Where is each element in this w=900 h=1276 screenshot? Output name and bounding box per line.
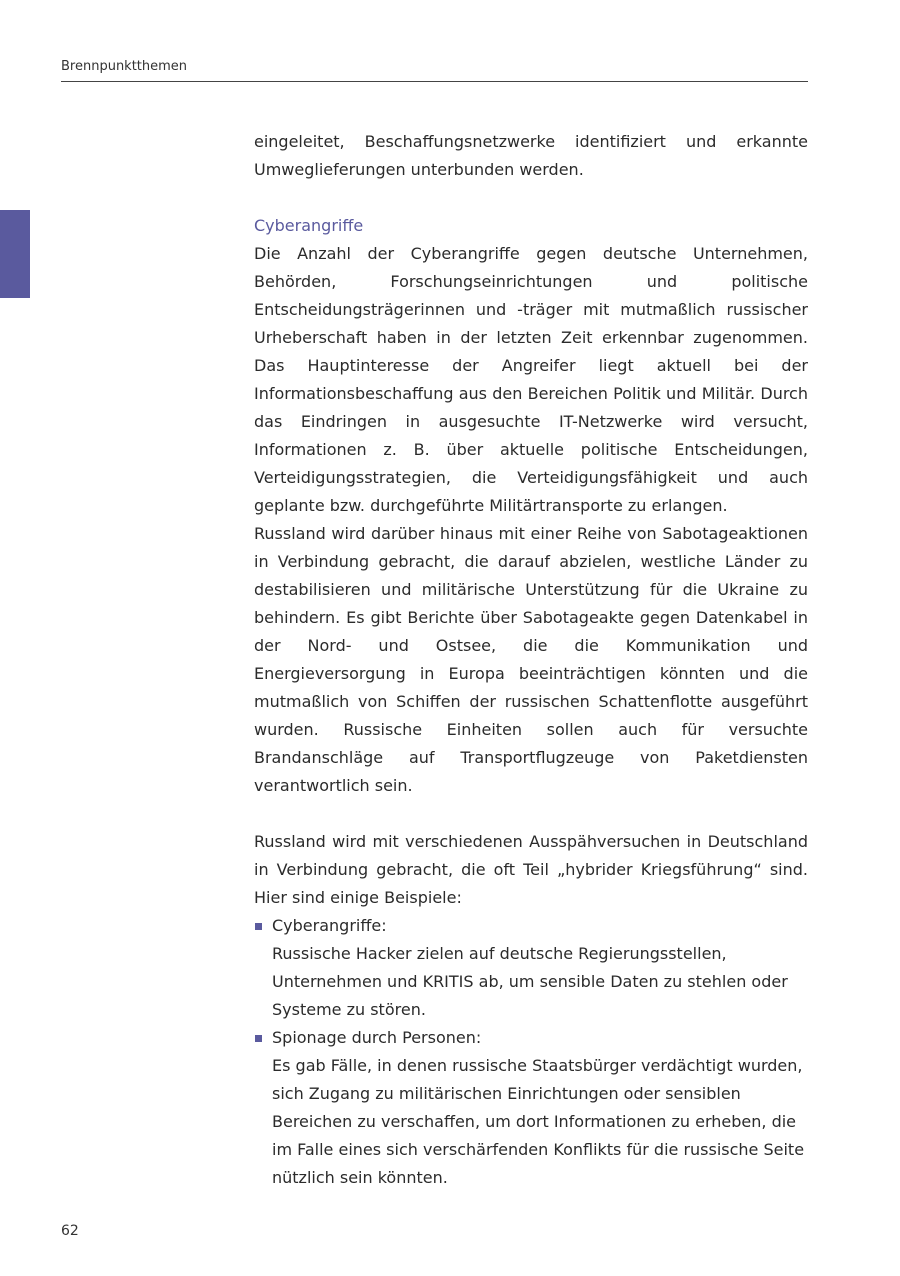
examples-bullet-list [254,912,808,1192]
main-text-column [254,128,808,1192]
page-number: 62 [61,1223,79,1239]
section-heading: Cyberangriffe [254,216,364,235]
running-header-title: Brennpunktthemen [61,59,188,74]
bullet-text: Russische Hacker zielen auf deutsche Regierungsstellen, Unternehmen und KRITIS ab, um sensible Daten zu stehlen oder Systeme zu stören. [272,944,788,1019]
paragraph-spacer [254,184,808,212]
header-divider [61,81,808,82]
bullet-item-espionage [254,1024,808,1192]
paragraph-spacer [254,800,808,828]
chapter-side-tab [0,210,30,298]
sabotage-paragraph: Russland wird darüber hinaus mit einer Reihe von Sabotageaktionen in Verbindung gebracht, die darauf abzielen, westliche Länder zu destabilisieren und militärische Unterstützung für die Ukraine zu behindern. Es gibt Berichte über Sabotageakte gegen Datenkabel in der Nord- und Ostsee, die die Kommunikation und Energieversorgung in Europa beeinträchtigen könnten und die mutmaßlich von Schiffen der russischen Schattenflotte ausgeführt wurden. Russische Einheiten sollen auch für versuchte Brandanschläge auf Transportflugzeuge von Paketdiensten verantwortlich sein. [254,524,808,795]
espionage-intro-paragraph: Russland wird mit verschiedenen Ausspähversuchen in Deutschland in Verbindung gebracht, die oft Teil „hybrider Kriegsführung“ sind. Hier sind einige Beispiele: [254,832,808,907]
bullet-text: Es gab Fälle, in denen russische Staatsbürger verdächtigt wurden, sich Zugang zu militärischen Einrichtungen oder sensiblen Bereichen zu verschaffen, um dort Informationen zu erheben, die im Falle eines sich verschärfenden Konflikts für die russische Seite nützlich sein könnten. [272,1056,805,1187]
bullet-title: Spionage durch Personen: [272,1028,482,1047]
intro-paragraph: eingeleitet, Beschaffungsnetzwerke identifiziert und erkannte Umweglieferungen unterbunden werden. [254,132,808,179]
bullet-item-cyberattacks [254,912,808,1024]
bullet-title: Cyberangriffe: [272,916,387,935]
cyber-paragraph: Die Anzahl der Cyberangriffe gegen deutsche Unternehmen, Behörden, Forschungseinrichtungen und politische Entscheidungsträgerinnen und -träger mit mutmaßlich russischer Urheberschaft haben in der letzten Zeit erkennbar zugenommen. Das Hauptinteresse der Angreifer liegt aktuell bei der Informationsbeschaffung aus den Bereichen Politik und Militär. Durch das Eindringen in ausgesuchte IT-Netzwerke wird versucht, Informationen z. B. über aktuelle politische Entscheidungen, Verteidigungsstrategien, die Verteidigungsfähigkeit und auch geplante bzw. durchgeführte Militärtransporte zu erlangen. [254,244,808,515]
